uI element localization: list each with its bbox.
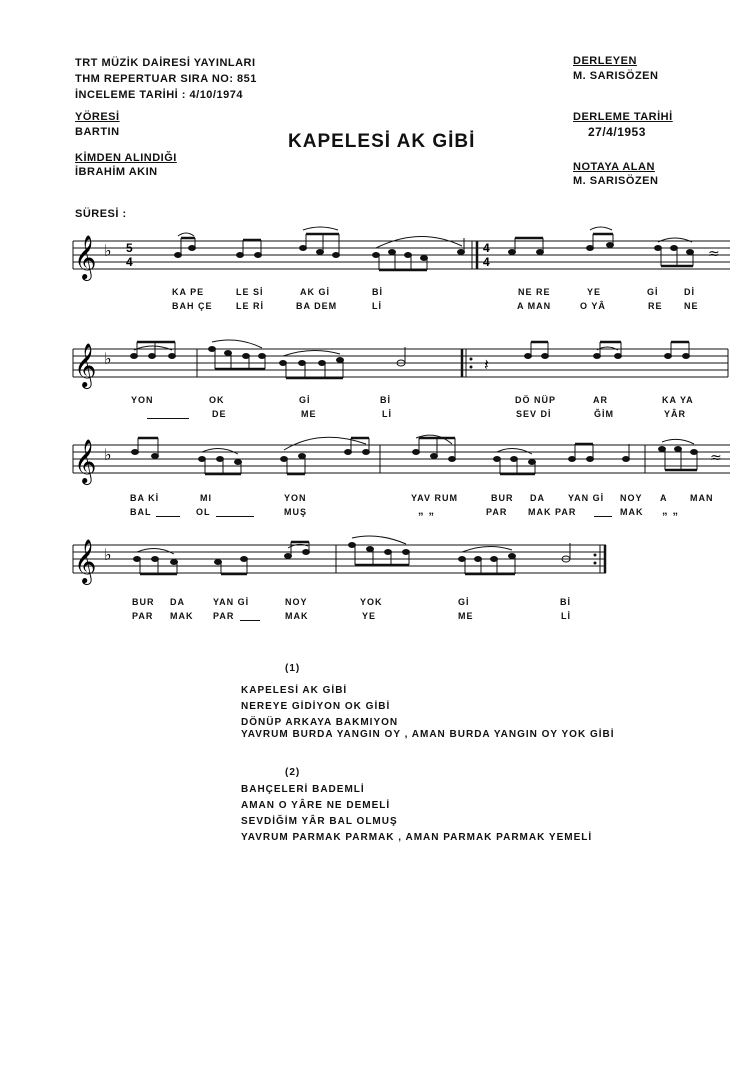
lyric: RE: [648, 301, 663, 311]
rest-icon: 𝄽: [484, 355, 489, 374]
review-date: İNCELEME TARİHİ : 4/10/1974: [75, 89, 243, 101]
lyric: MAK PAR: [528, 507, 577, 517]
staff-2: [0, 336, 750, 386]
verse-line: BAHÇELERİ BADEMLİ: [241, 784, 365, 795]
lyric: BA DEM: [296, 301, 338, 311]
ditto-marks: „ „: [418, 505, 436, 517]
lyric: BAL: [130, 507, 152, 517]
collection-date-label: DERLEME TARİHİ: [573, 111, 673, 123]
verse-line: DÖNÜP ARKAYA BAKMIYON: [241, 717, 399, 728]
lyric: PAR: [486, 507, 508, 517]
lyric: OL: [196, 507, 211, 517]
staff-1: [0, 228, 750, 278]
verse-line: YAVRUM BURDA YANGIN OY , AMAN BURDA YANGIN OY YOK GİBİ: [241, 729, 615, 740]
lyric: MAK: [620, 507, 644, 517]
lyric: MAN: [690, 493, 714, 503]
region-value: BARTIN: [75, 126, 120, 138]
lyric: SEV Dİ: [516, 409, 552, 419]
duration-label: SÜRESİ :: [75, 208, 127, 220]
lyric-extension-line: [156, 516, 180, 517]
treble-clef-icon: 𝄞: [74, 539, 97, 583]
flat-icon: ♭: [104, 241, 112, 260]
verse-line: YAVRUM PARMAK PARMAK , AMAN PARMAK PARMAK YEMELİ: [241, 832, 593, 843]
lyric: KA PE: [172, 287, 205, 297]
verse-number: (2): [285, 767, 301, 778]
lyric: OK: [209, 395, 225, 405]
lyric: BAH ÇE: [172, 301, 213, 311]
lyric: MAK: [170, 611, 194, 621]
lyric: AK Gİ: [300, 287, 331, 297]
verse-line: NEREYE GİDİYON OK GİBİ: [241, 701, 391, 712]
lyric: PAR: [132, 611, 154, 621]
region-label: YÖRESİ: [75, 111, 120, 123]
lyric: A MAN: [517, 301, 552, 311]
lyric: BUR: [491, 493, 514, 503]
lyric: KA YA: [662, 395, 694, 405]
verse-line: AMAN O YÂRE NE DEMELİ: [241, 800, 391, 811]
tilde-icon: ≈: [710, 450, 722, 466]
verse-number: (1): [285, 663, 301, 674]
lyric: DA: [170, 597, 185, 607]
time-signature-bottom: 4: [126, 255, 133, 269]
lyric: ME: [458, 611, 474, 621]
lyric: BUR: [132, 597, 155, 607]
lyric: DA: [530, 493, 545, 503]
lyric: DÖ NÜP: [515, 395, 557, 405]
lyric: YAN Gİ: [213, 597, 250, 607]
lyric: MUŞ: [284, 507, 307, 517]
lyric: Lİ: [561, 611, 571, 621]
ditto-marks: „ „: [662, 505, 680, 517]
lyric: MI: [200, 493, 212, 503]
lyric: YE: [587, 287, 602, 297]
notation-value: M. SARISÖZEN: [573, 175, 659, 187]
repertoire-number: THM REPERTUAR SIRA NO: 851: [75, 73, 257, 85]
lyric: MAK: [285, 611, 309, 621]
lyric-extension-line: [216, 516, 254, 517]
lyric: Lİ: [372, 301, 382, 311]
lyric: Gİ: [647, 287, 659, 297]
lyric: Bİ: [560, 597, 571, 607]
lyric-extension-line: [594, 516, 612, 517]
lyric: YAN Gİ: [568, 493, 605, 503]
publisher-line: TRT MÜZİK DAİRESİ YAYINLARI: [75, 57, 256, 69]
lyric: NE: [684, 301, 699, 311]
staff-4: [0, 532, 750, 582]
lyric: YE: [362, 611, 377, 621]
lyric: NE RE: [518, 287, 551, 297]
lyric: DE: [212, 409, 227, 419]
lyric: A: [660, 493, 668, 503]
lyric: NOY: [620, 493, 643, 503]
treble-clef-icon: 𝄞: [74, 439, 97, 483]
lyric-extension-line: [240, 620, 260, 621]
source-label: KİMDEN ALINDIĞI: [75, 152, 177, 164]
source-value: İBRAHİM AKIN: [75, 166, 158, 178]
treble-clef-icon: 𝄞: [74, 343, 97, 387]
lyric: ĞİM: [594, 409, 614, 419]
lyric: NOY: [285, 597, 308, 607]
staff-3: [0, 432, 750, 482]
lyric: Dİ: [684, 287, 695, 297]
lyric: Bİ: [380, 395, 391, 405]
lyric: LE Sİ: [236, 287, 264, 297]
song-title: KAPELESİ AK GİBİ: [288, 131, 476, 152]
lyric: PAR: [213, 611, 235, 621]
treble-clef-icon: 𝄞: [74, 235, 97, 279]
lyric: Gİ: [458, 597, 470, 607]
lyric: Gİ: [299, 395, 311, 405]
lyric: BA Kİ: [130, 493, 160, 503]
notation-label: NOTAYA ALAN: [573, 161, 655, 173]
lyric: YOK: [360, 597, 383, 607]
time-signature-top: 5: [126, 241, 133, 255]
flat-icon: ♭: [104, 445, 112, 464]
lyric: YON: [284, 493, 307, 503]
flat-icon: ♭: [104, 545, 112, 564]
lyric: Bİ: [372, 287, 383, 297]
collection-date-value: 27/4/1953: [588, 125, 646, 139]
time-signature-bottom: 4: [483, 255, 490, 269]
lyric: Lİ: [382, 409, 392, 419]
lyric: O YÂ: [580, 301, 606, 311]
lyric: ME: [301, 409, 317, 419]
verse-line: KAPELESİ AK GİBİ: [241, 685, 348, 696]
time-signature-top: 4: [483, 241, 490, 255]
lyric: LE Rİ: [236, 301, 265, 311]
collector-value: M. SARISÖZEN: [573, 70, 659, 82]
lyric: YAV RUM: [411, 493, 459, 503]
verse-line: SEVDİĞİM YÂR BAL OLMUŞ: [241, 816, 398, 827]
lyric: YON: [131, 395, 154, 405]
lyric-extension-line: [147, 418, 189, 419]
notes: [175, 234, 694, 270]
lyric: AR: [593, 395, 608, 405]
tilde-icon: ≈: [708, 246, 720, 262]
collector-label: DERLEYEN: [573, 55, 637, 67]
flat-icon: ♭: [104, 349, 112, 368]
lyric: YÂR: [664, 409, 687, 419]
